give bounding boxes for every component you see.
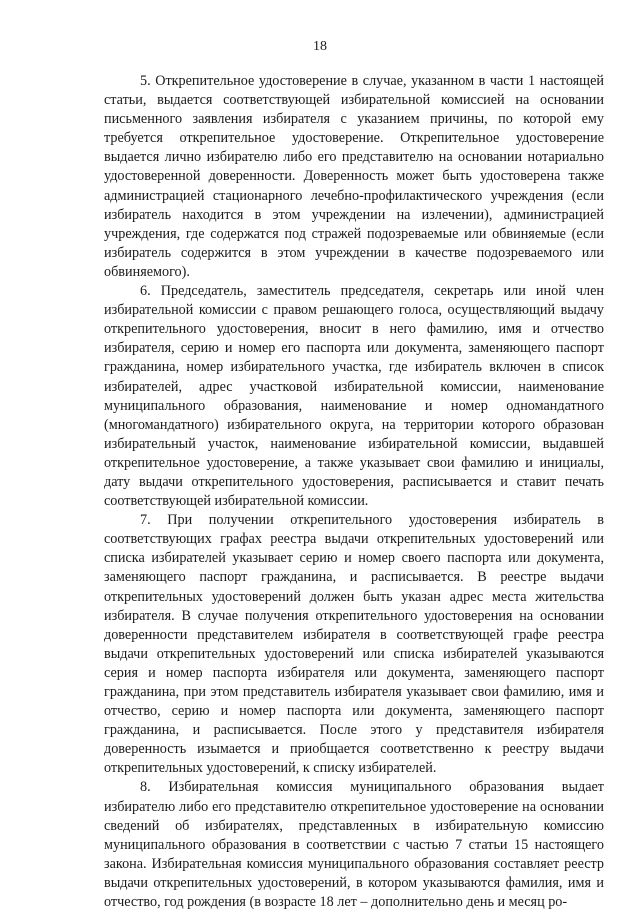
paragraph-8: 8. Избирательная комиссия муниципального образования выдает избирателю либо его представителю открепительное удостоверение на основании сведений об избирателях, представленных в избирательную комиссию муниципального образования в соответствии с частью 7 статьи 15 настоящего закона. Избирательная комиссия муниципального образования составляет реестр выдачи открепительных удостоверений, в котором указываются фамилия, имя и отчество, год рождения (в возрасте 18 лет – дополнительно день и месяц ро- <box>104 779 604 911</box>
document-body <box>104 72 604 912</box>
page-number: 18 <box>313 39 327 54</box>
paragraph-6: 6. Председатель, заместитель председателя, секретарь или иной член избирательной комиссии с правом решающего голоса, осуществляющий выдачу открепительного удостоверения, вносит в него фамилию, имя и отчество избирателя, серию и номер его паспорта или документа, заменяющего паспорт гражданина, номер избирательного участка, где избиратель включен в список избирателей, адрес участковой избирательной комиссии, наименование муниципального образования, наименование и номер одномандатного (многомандатного) избирательного округа, на территории которого образован избирательный участок, наименование избирательной комиссии, выдавшей открепительное удостоверение, а также указывает свои фамилию и инициалы, дату выдачи открепительного удостоверения, расписывается и ставит печать соответствующей избирательной комиссии. <box>104 283 604 510</box>
paragraph-5: 5. Открепительное удостоверение в случае, указанном в части 1 настоящей статьи, выдается соответствующей избирательной комиссией на основании письменного заявления избирателя с указанием причины, по которой ему требуется открепительное удостоверение. Открепительное удостоверение выдается лично избирателю либо его представителю на основании нотариально удостоверенной доверенности. Доверенность может быть удостоверена также администрацией стационарного лечебно-профилактического учреждения (если избиратель находится в этом учреждении на излечении), администрацией учреждения, где содержатся под стражей подозреваемые или обвиняемые (если избиратель содержится в этом учреждении в качестве подозреваемого или обвиняемого). <box>104 73 604 280</box>
paragraph-7: 7. При получении открепительного удостоверения избиратель в соответствующих графах реестра выдачи открепительных удостоверений или списка избирателей указывает серию и номер своего паспорта или документа, заменяющего паспорт гражданина, и расписывается. В реестре выдачи открепительных удостоверений должен быть указан адрес места жительства избирателя. В случае получения открепительного удостоверения на основании доверенности представителем избирателя в соответствующей графе реестра выдачи открепительных удостоверений или списка избирателей указываются серия и номер паспорта избирателя или документа, заменяющего паспорт гражданина, при этом представитель избирателя указывает свои фамилию, имя и отчество, серию и номер паспорта или документа, заменяющего паспорт гражданина, и расписывается. После этого у представителя избирателя доверенность изымается и приобщается соответственно к реестру выдачи открепительных удостоверений, к списку избирателей. <box>104 512 604 777</box>
